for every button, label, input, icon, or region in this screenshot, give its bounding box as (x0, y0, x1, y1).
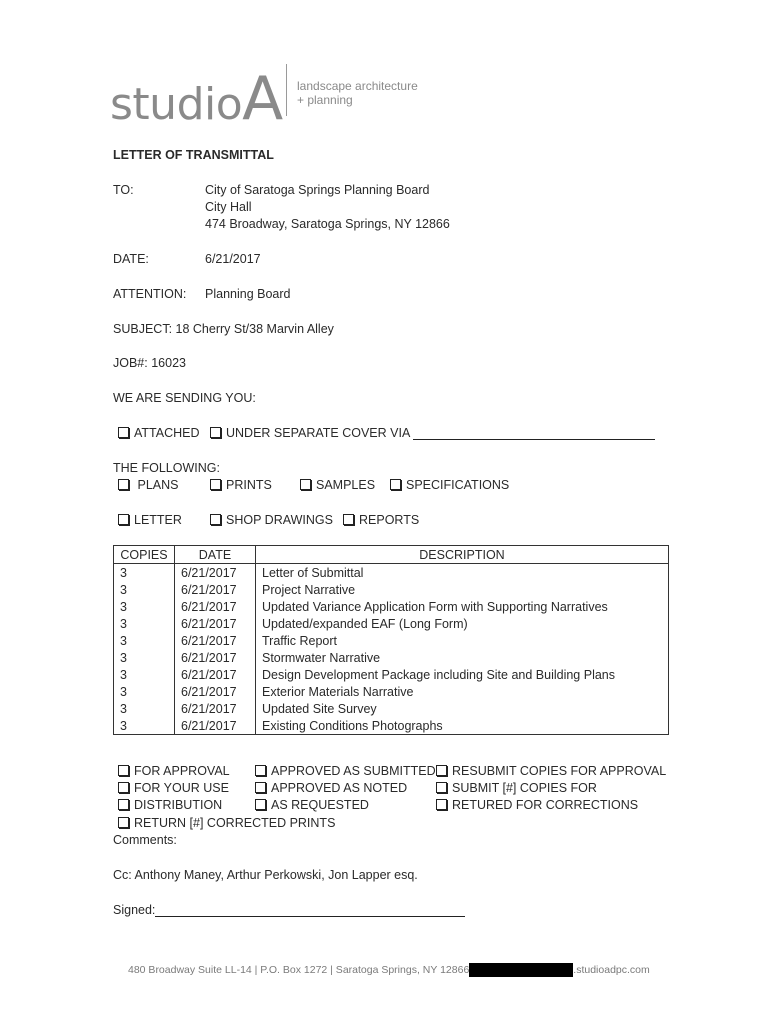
distribution-option[interactable] (118, 798, 222, 812)
for-approval-label: FOR APPROVAL (134, 764, 230, 778)
specifications-label: SPECIFICATIONS (406, 478, 510, 492)
copies-cell: 3 (114, 632, 175, 649)
return-prints-option[interactable] (118, 816, 335, 830)
logo-tagline (297, 79, 418, 107)
approved-as-submitted-option[interactable] (255, 764, 436, 778)
signature-line (113, 903, 465, 917)
date-cell: 6/21/2017 (175, 632, 256, 649)
checkbox-icon[interactable] (255, 799, 266, 810)
resubmit-label: RESUBMIT COPIES FOR APPROVAL (452, 764, 667, 778)
comments-label: Comments: (113, 833, 177, 847)
signed-label: Signed: (113, 903, 156, 917)
separate-cover-option[interactable] (210, 426, 655, 440)
date-cell: 6/21/2017 (175, 700, 256, 717)
date-label: DATE: (113, 252, 149, 266)
date-cell: 6/21/2017 (175, 564, 256, 582)
copies-cell: 3 (114, 615, 175, 632)
table-row (114, 632, 669, 649)
shop-drawings-label: SHOP DRAWINGS (226, 513, 333, 527)
plans-label: PLANS (137, 478, 179, 492)
sending-heading: WE ARE SENDING YOU: (113, 391, 256, 405)
checkbox-icon[interactable] (436, 782, 447, 793)
footer (128, 963, 650, 977)
company-logo (110, 64, 283, 134)
checkbox-icon[interactable] (210, 514, 221, 525)
date-cell: 6/21/2017 (175, 615, 256, 632)
attached-label: ATTACHED (134, 426, 200, 440)
returned-corrections-option[interactable] (436, 798, 638, 812)
table-row (114, 717, 669, 735)
description-cell: Stormwater Narrative (256, 649, 669, 666)
checkbox-icon[interactable] (343, 514, 354, 525)
copies-cell: 3 (114, 700, 175, 717)
redaction-bar (469, 963, 573, 977)
checkbox-icon[interactable] (255, 765, 266, 776)
approved-as-noted-label: APPROVED AS NOTED (271, 781, 408, 795)
reports-option[interactable] (343, 513, 419, 527)
to-line-1: City of Saratoga Springs Planning Board (205, 183, 430, 197)
footer-website: .studioadpc.com (573, 963, 650, 976)
to-line-2: City Hall (205, 200, 252, 214)
prints-option[interactable] (210, 478, 272, 492)
checkbox-icon[interactable] (390, 479, 401, 490)
job-number: JOB#: 16023 (113, 356, 186, 370)
checkbox-icon[interactable] (436, 765, 447, 776)
approved-as-noted-option[interactable] (255, 781, 407, 795)
to-label: TO: (113, 183, 134, 197)
logo-tagline-line2: + planning (297, 93, 353, 107)
resubmit-option[interactable] (436, 764, 666, 778)
table-header-row (114, 546, 669, 564)
date-cell: 6/21/2017 (175, 717, 256, 735)
table-row (114, 615, 669, 632)
signature-blank[interactable] (155, 904, 465, 917)
to-line-3: 474 Broadway, Saratoga Springs, NY 12866 (205, 217, 450, 231)
checkbox-icon[interactable] (210, 427, 221, 438)
description-cell: Updated Variance Application Form with Supporting Narratives (256, 598, 669, 615)
table-row (114, 700, 669, 717)
description-cell: Letter of Submittal (256, 564, 669, 582)
date-cell: 6/21/2017 (175, 598, 256, 615)
as-requested-label: AS REQUESTED (271, 798, 369, 812)
as-requested-option[interactable] (255, 798, 369, 812)
logo-word: studio (110, 79, 243, 130)
attention-label: ATTENTION: (113, 287, 187, 301)
footer-address: 480 Broadway Suite LL-14 | P.O. Box 1272 | Saratoga Springs, NY 12866 (128, 963, 470, 976)
copies-cell: 3 (114, 564, 175, 582)
plans-option[interactable] (118, 478, 178, 492)
document-title: LETTER OF TRANSMITTAL (113, 148, 274, 162)
for-your-use-option[interactable] (118, 781, 229, 795)
checkbox-icon[interactable] (118, 782, 129, 793)
description-cell: Traffic Report (256, 632, 669, 649)
table-row (114, 581, 669, 598)
checkbox-icon[interactable] (300, 479, 311, 490)
items-table (113, 545, 669, 735)
header-copies: COPIES (114, 546, 175, 564)
checkbox-icon[interactable] (255, 782, 266, 793)
reports-label: REPORTS (359, 513, 420, 527)
return-prints-label: RETURN [#] CORRECTED PRINTS (134, 816, 336, 830)
table-row (114, 666, 669, 683)
copies-cell: 3 (114, 666, 175, 683)
samples-option[interactable] (300, 478, 375, 492)
copies-cell: 3 (114, 649, 175, 666)
checkbox-icon[interactable] (118, 479, 129, 490)
header-date: DATE (175, 546, 256, 564)
date-cell: 6/21/2017 (175, 581, 256, 598)
date-cell: 6/21/2017 (175, 666, 256, 683)
returned-corrections-label: RETURED FOR CORRECTIONS (452, 798, 639, 812)
checkbox-icon[interactable] (118, 427, 129, 438)
checkbox-icon[interactable] (210, 479, 221, 490)
description-cell: Updated/expanded EAF (Long Form) (256, 615, 669, 632)
prints-label: PRINTS (226, 478, 272, 492)
letter-label: LETTER (134, 513, 182, 527)
copies-cell: 3 (114, 581, 175, 598)
approved-as-submitted-label: APPROVED AS SUBMITTED (271, 764, 436, 778)
submit-copies-option[interactable] (436, 781, 597, 795)
for-your-use-label: FOR YOUR USE (134, 781, 229, 795)
attached-option[interactable] (118, 426, 200, 440)
description-cell: Existing Conditions Photographs (256, 717, 669, 735)
description-cell: Project Narrative (256, 581, 669, 598)
distribution-label: DISTRIBUTION (134, 798, 223, 812)
logo-divider (286, 64, 287, 116)
table-row (114, 598, 669, 615)
table-row (114, 564, 669, 582)
samples-label: SAMPLES (316, 478, 376, 492)
checkbox-icon[interactable] (118, 514, 129, 525)
header-description: DESCRIPTION (256, 546, 669, 564)
copies-cell: 3 (114, 598, 175, 615)
following-heading: THE FOLLOWING: (113, 461, 220, 475)
submit-copies-label: SUBMIT [#] COPIES FOR (452, 781, 597, 795)
separate-cover-blank[interactable] (413, 427, 655, 440)
checkbox-icon[interactable] (118, 817, 129, 828)
letter-option[interactable] (118, 513, 182, 527)
description-cell: Design Development Package including Site and Building Plans (256, 666, 669, 683)
logo-tagline-line1: landscape architecture (297, 79, 418, 93)
table-row (114, 683, 669, 700)
logo-letter: A (242, 64, 283, 134)
date-cell: 6/21/2017 (175, 683, 256, 700)
date-cell: 6/21/2017 (175, 649, 256, 666)
checkbox-icon[interactable] (118, 765, 129, 776)
description-cell: Exterior Materials Narrative (256, 683, 669, 700)
cc-line: Cc: Anthony Maney, Arthur Perkowski, Jon Lapper esq. (113, 868, 418, 882)
specifications-option[interactable] (390, 478, 509, 492)
for-approval-option[interactable] (118, 764, 230, 778)
copies-cell: 3 (114, 683, 175, 700)
table-row (114, 649, 669, 666)
date-value: 6/21/2017 (205, 252, 261, 266)
separate-cover-label: UNDER SEPARATE COVER VIA (226, 426, 410, 440)
subject-line: SUBJECT: 18 Cherry St/38 Marvin Alley (113, 322, 334, 336)
shop-drawings-option[interactable] (210, 513, 333, 527)
checkbox-icon[interactable] (118, 799, 129, 810)
description-cell: Updated Site Survey (256, 700, 669, 717)
copies-cell: 3 (114, 717, 175, 735)
checkbox-icon[interactable] (436, 799, 447, 810)
attention-value: Planning Board (205, 287, 291, 301)
